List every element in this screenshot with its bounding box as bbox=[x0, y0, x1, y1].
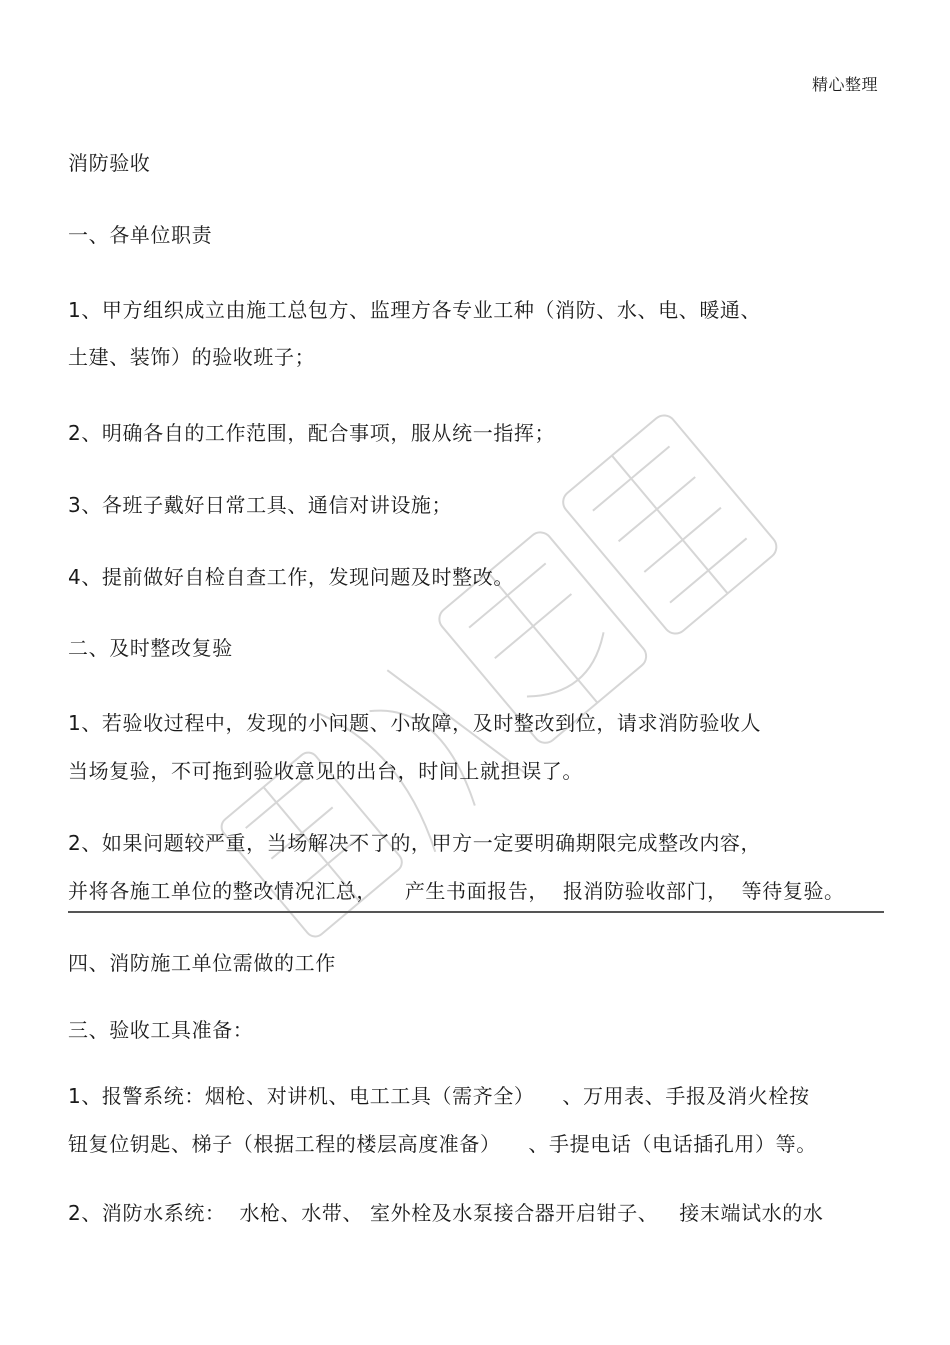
responsibility-item-3: 3、各班子戴好日常工具、通信对讲设施； bbox=[68, 493, 453, 517]
section-heading-construction-work: 四、消防施工单位需做的工作 bbox=[68, 951, 336, 975]
section-heading-responsibilities: 一、各单位职责 bbox=[68, 223, 213, 247]
responsibility-item-1-line-1: 1、甲方组织成立由施工总包方、监理方各专业工种（消防、水、电、暖通、 bbox=[68, 298, 762, 322]
section-heading-rectification: 二、及时整改复验 bbox=[68, 636, 233, 660]
rectification-item-1-line-1: 1、若验收过程中，发现的小问题、小故障，及时整改到位，请求消防验收人 bbox=[68, 711, 762, 735]
watermark-graphic bbox=[150, 360, 850, 1000]
header-note: 精心整理 bbox=[811, 75, 878, 94]
responsibility-item-2: 2、明确各自的工作范围，配合事项，服从统一指挥； bbox=[68, 421, 556, 445]
tools-item-1-line-2: 钮复位钥匙、梯子（根据工程的楼层高度准备） 、手提电话（电话插孔用）等。 bbox=[68, 1132, 817, 1156]
rectification-item-2-line-2: 并将各施工单位的整改情况汇总， 产生书面报告， 报消防验收部门， 等待复验。 bbox=[68, 879, 845, 903]
section-heading-tools: 三、验收工具准备： bbox=[68, 1018, 254, 1042]
rectification-item-1-line-2: 当场复验，不可拖到验收意见的出台，时间上就担误了。 bbox=[68, 759, 583, 783]
section-divider bbox=[68, 911, 884, 913]
tools-item-2-line-1: 2、消防水系统： 水枪、水带、 室外栓及水泵接合器开启钳子、 接末端试水的水 bbox=[68, 1201, 824, 1225]
responsibility-item-4: 4、提前做好自检自查工作，发现问题及时整改。 bbox=[68, 565, 514, 589]
document-title: 消防验收 bbox=[68, 151, 151, 175]
responsibility-item-1-line-2: 土建、装饰）的验收班子； bbox=[68, 345, 316, 369]
rectification-item-2-line-1: 2、如果问题较严重，当场解决不了的，甲方一定要明确期限完成整改内容， bbox=[68, 831, 762, 855]
tools-item-1-line-1: 1、报警系统：烟枪、对讲机、电工工具（需齐全） 、万用表、手报及消火栓按 bbox=[68, 1084, 810, 1108]
